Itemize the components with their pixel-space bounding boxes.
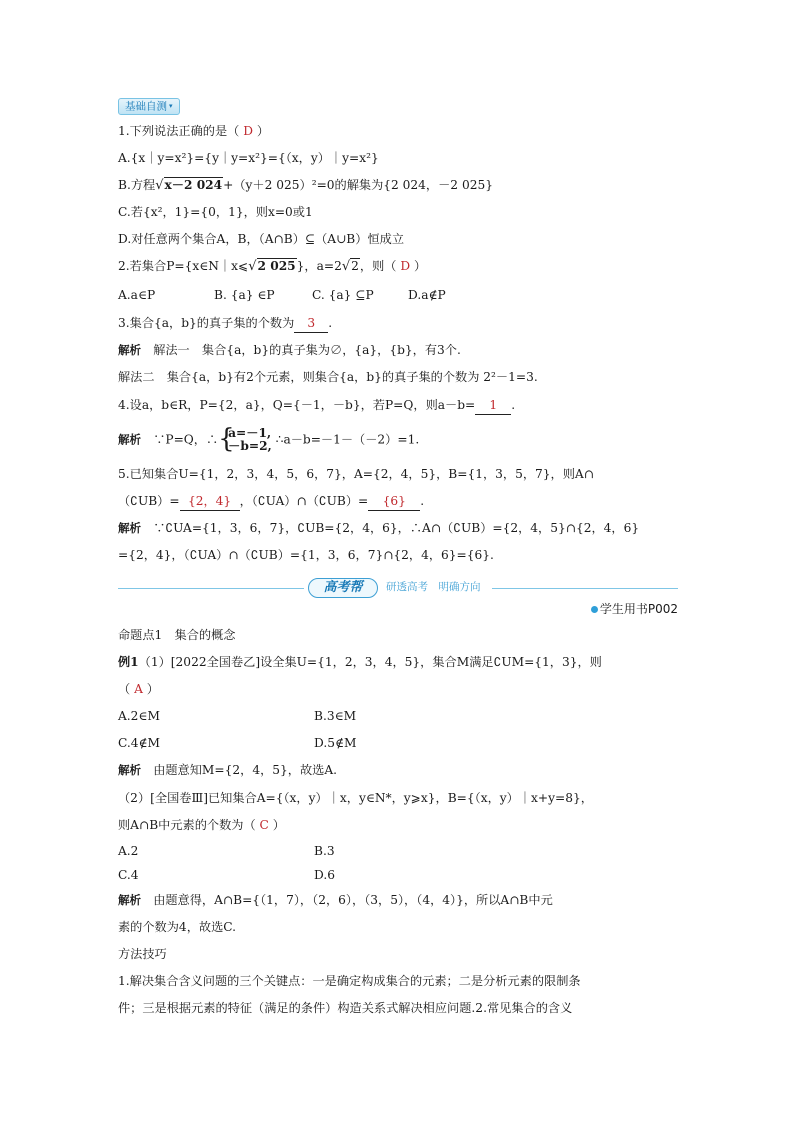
banner-subtitle: 研透高考 明确方向 xyxy=(386,581,481,593)
banner-title: 高考帮 xyxy=(308,578,378,598)
example-1-part-1-answer-line: （ A ） xyxy=(118,682,159,696)
question-3-analysis-1: 解析 解法一 集合{a，b}的真子集为∅，{a}，{b}，有3个. xyxy=(118,343,461,357)
topic-heading: 命题点1 集合的概念 xyxy=(118,628,236,642)
equation-system: { a=－1, －b=2, xyxy=(218,424,272,454)
bullet-icon xyxy=(591,606,598,613)
example-1-option-a: A.2∈M xyxy=(118,709,160,723)
example-1-part-2-stem-1: （2）[全国卷Ⅲ]已知集合A={（x，y）｜x，y∈N*，y⩾x}，B={（x，y）｜x+y=8}， xyxy=(118,791,593,805)
question-1-option-d: D.对任意两个集合A，B，（A∩B）⊆（A∪B）恒成立 xyxy=(118,232,405,246)
example-1-option-c: C.4∉M xyxy=(118,736,161,750)
question-2-option-a: A.a∈P xyxy=(118,288,156,302)
banner-divider-left xyxy=(118,588,304,589)
tips-line-2: 件；三是根据元素的特征（满足的条件）构造关系式解决相应问题.2.常见集合的含义 xyxy=(118,1001,573,1015)
question-5-stem-2: （∁UB）= {2，4} ，（∁UA）∩（∁UB）= {6} . xyxy=(118,492,424,511)
example-1-part-1-answer: A xyxy=(134,682,143,696)
question-2-answer: D xyxy=(400,259,411,273)
question-2-option-c: C. {a} ⊆P xyxy=(312,288,374,302)
question-5-analysis-1: 解析 ∵∁UA={1，3，6，7}，∁UB={2，4，6}，∴A∩（∁UB）={2，4，5}∩{2，4，6} xyxy=(118,521,640,535)
question-2-option-d: D.a∉P xyxy=(408,288,446,302)
question-5-answer-1: {2，4} xyxy=(180,492,240,511)
question-3-stem: 3.集合{a，b}的真子集的个数为 3 . xyxy=(118,314,332,333)
question-4-stem: 4.设a，b∈R，P={2，a}，Q={－1，－b}，若P=Q，则a－b= 1 . xyxy=(118,396,515,415)
example-1-analysis-2b: 素的个数为4，故选C. xyxy=(118,920,237,934)
question-5-analysis-2: ={2，4}，（∁UA）∩（∁UB）={1，3，6，7}∩{2，4，6}={6}. xyxy=(118,548,494,562)
example-1-stem: 例1（1）[2022全国卷乙]设全集U={1，2，3，4，5}，集合M满足∁UM={1，3}，则 xyxy=(118,655,602,669)
question-1-option-c: C.若{x²，1}={0，1}，则x=0或1 xyxy=(118,205,313,219)
example-1-analysis-1: 解析 由题意知M={2，4，5}，故选A. xyxy=(118,763,338,777)
tips-line-1: 1.解决集合含义问题的三个关键点：一是确定构成集合的元素；二是分析元素的限制条 xyxy=(118,974,581,988)
question-1-answer: D xyxy=(243,124,253,138)
question-2-option-b: B. {a} ∈P xyxy=(214,288,275,302)
example-1-part-2-option-c: C.4 xyxy=(118,868,139,882)
example-1-part-2-stem-2: 则A∩B中元素的个数为（ C ） xyxy=(118,818,285,832)
question-3-answer: 3 xyxy=(294,314,328,333)
example-1-part-2-answer: C xyxy=(259,818,269,832)
example-1-part-2-option-b: B.3 xyxy=(314,844,335,858)
book-reference: 学生用书P002 xyxy=(591,600,678,617)
section-banner xyxy=(118,576,678,600)
example-1-part-2-option-a: A.2 xyxy=(118,844,139,858)
example-1-part-2-option-d: D.6 xyxy=(314,868,335,882)
banner-divider-right xyxy=(492,588,678,589)
question-1-option-a: A.{x｜y=x²}={y｜y=x²}={（x，y）｜y=x²} xyxy=(118,151,379,165)
question-3-analysis-2: 解法二 集合{a，b}有2个元素，则集合{a，b}的真子集的个数为 2²－1=3. xyxy=(118,370,538,384)
question-5-answer-2: {6} xyxy=(368,492,420,511)
section-tag: 基础自测 ▾ xyxy=(118,98,180,115)
question-5-stem-1: 5.已知集合U={1，2，3，4，5，6，7}，A={2，4，5}，B={1，3，5，7}，则A∩ xyxy=(118,467,594,481)
question-1-option-b: B.方程√x－2 024+（y＋2 025）²=0的解集为{2 024，－2 025} xyxy=(118,178,493,193)
question-4-answer: 1 xyxy=(475,396,511,415)
question-1-stem: 1.下列说法正确的是（ D ） xyxy=(118,124,270,138)
tips-title: 方法技巧 xyxy=(118,947,167,961)
chevron-down-icon: ▾ xyxy=(169,102,173,110)
example-1-option-d: D.5∉M xyxy=(314,736,357,750)
example-1-option-b: B.3∈M xyxy=(314,709,357,723)
question-2-stem: 2.若集合P={x∈N｜x⩽√2 025}，a=2√2，则（ D ） xyxy=(118,259,427,274)
question-4-analysis: 解析 ∵P=Q，∴ { a=－1, －b=2, ∴a－b=－1－（－2）=1. xyxy=(118,424,420,454)
example-1-analysis-2a: 解析 由题意得，A∩B={（1，7），（2，6），（3，5），（4，4）}，所以A∩B中元 xyxy=(118,893,553,907)
